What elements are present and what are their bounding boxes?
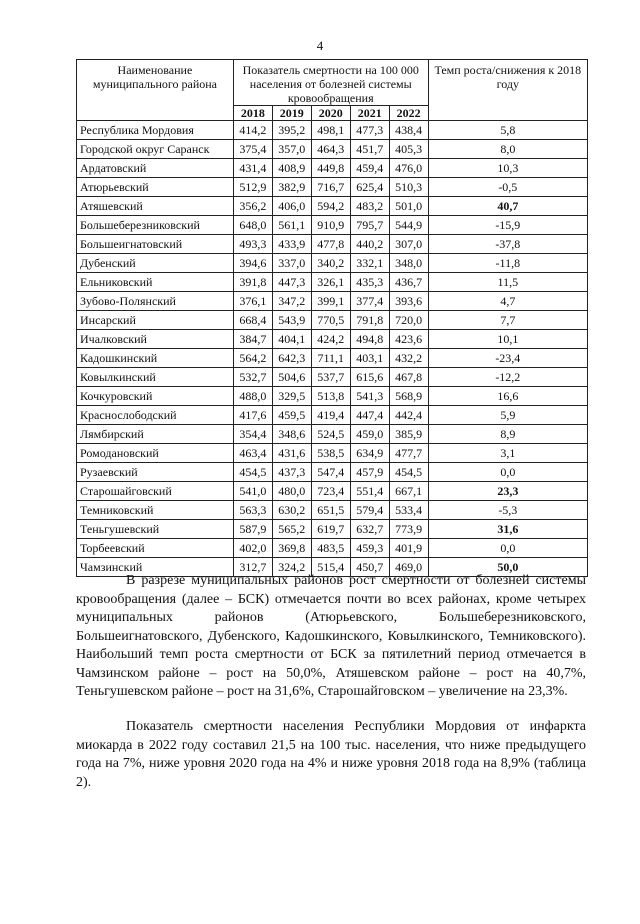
mortality-value: 494,8 [350, 330, 389, 349]
mortality-value: 382,9 [272, 178, 311, 197]
region-name: Республика Мордовия [77, 121, 234, 140]
mortality-value: 393,6 [389, 292, 428, 311]
growth-rate: -37,8 [428, 235, 587, 254]
mortality-value: 791,8 [350, 311, 389, 330]
mortality-value: 312,7 [233, 558, 272, 577]
mortality-value: 451,7 [350, 140, 389, 159]
mortality-value: 720,0 [389, 311, 428, 330]
mortality-value: 431,6 [272, 444, 311, 463]
mortality-value: 630,2 [272, 501, 311, 520]
year-header: 2018 [233, 106, 272, 121]
table-row [77, 311, 588, 330]
table-row [77, 387, 588, 406]
mortality-value: 340,2 [311, 254, 350, 273]
mortality-value: 476,0 [389, 159, 428, 178]
table-row [77, 140, 588, 159]
year-header: 2021 [350, 106, 389, 121]
growth-rate: 10,1 [428, 330, 587, 349]
table-row [77, 273, 588, 292]
mortality-value: 467,8 [389, 368, 428, 387]
mortality-value: 568,9 [389, 387, 428, 406]
mortality-value: 377,4 [350, 292, 389, 311]
mortality-value: 615,6 [350, 368, 389, 387]
mortality-value: 391,8 [233, 273, 272, 292]
mortality-value: 524,5 [311, 425, 350, 444]
mortality-value: 648,0 [233, 216, 272, 235]
mortality-value: 394,6 [233, 254, 272, 273]
mortality-value: 795,7 [350, 216, 389, 235]
mortality-value: 459,4 [350, 159, 389, 178]
mortality-value: 431,4 [233, 159, 272, 178]
mortality-table [76, 59, 588, 577]
mortality-value: 375,4 [233, 140, 272, 159]
mortality-value: 337,0 [272, 254, 311, 273]
mortality-value: 469,0 [389, 558, 428, 577]
mortality-value: 354,4 [233, 425, 272, 444]
mortality-value: 435,3 [350, 273, 389, 292]
region-name: Лямбирский [77, 425, 234, 444]
mortality-value: 642,3 [272, 349, 311, 368]
mortality-value: 454,5 [233, 463, 272, 482]
table-row [77, 463, 588, 482]
year-header: 2022 [389, 106, 428, 121]
mortality-value: 463,4 [233, 444, 272, 463]
mortality-value: 579,4 [350, 501, 389, 520]
mortality-value: 404,1 [272, 330, 311, 349]
mortality-value: 561,1 [272, 216, 311, 235]
mortality-value: 480,0 [272, 482, 311, 501]
mortality-value: 770,5 [311, 311, 350, 330]
mortality-value: 408,9 [272, 159, 311, 178]
mortality-value: 357,0 [272, 140, 311, 159]
mortality-value: 459,0 [350, 425, 389, 444]
mortality-value: 348,0 [389, 254, 428, 273]
region-name: Кадошкинский [77, 349, 234, 368]
mortality-value: 450,7 [350, 558, 389, 577]
mortality-value: 541,3 [350, 387, 389, 406]
region-name: Темниковский [77, 501, 234, 520]
mortality-value: 459,3 [350, 539, 389, 558]
mortality-value: 442,4 [389, 406, 428, 425]
region-name: Атюрьевский [77, 178, 234, 197]
header-rate: Темп роста/снижения к 2018 году [428, 60, 587, 121]
header-region: Наименование муниципального района [77, 60, 234, 121]
table-row [77, 444, 588, 463]
mortality-value: 515,4 [311, 558, 350, 577]
mortality-value: 454,5 [389, 463, 428, 482]
mortality-value: 634,9 [350, 444, 389, 463]
mortality-value: 532,7 [233, 368, 272, 387]
mortality-value: 395,2 [272, 121, 311, 140]
mortality-value: 565,2 [272, 520, 311, 539]
mortality-value: 348,6 [272, 425, 311, 444]
region-name: Старошайговский [77, 482, 234, 501]
growth-rate: 0,0 [428, 539, 587, 558]
growth-rate: 8,9 [428, 425, 587, 444]
mortality-value: 510,3 [389, 178, 428, 197]
region-name: Теньгушевский [77, 520, 234, 539]
mortality-value: 459,5 [272, 406, 311, 425]
mortality-value: 716,7 [311, 178, 350, 197]
growth-rate: 3,1 [428, 444, 587, 463]
mortality-value: 587,9 [233, 520, 272, 539]
mortality-value: 402,0 [233, 539, 272, 558]
table-row [77, 254, 588, 273]
mortality-value: 424,2 [311, 330, 350, 349]
page-number: 4 [316, 38, 324, 53]
mortality-value: 449,8 [311, 159, 350, 178]
growth-rate: -15,9 [428, 216, 587, 235]
mortality-value: 625,4 [350, 178, 389, 197]
mortality-value: 332,1 [350, 254, 389, 273]
mortality-value: 488,0 [233, 387, 272, 406]
mortality-value: 326,1 [311, 273, 350, 292]
mortality-value: 667,1 [389, 482, 428, 501]
mortality-value: 544,9 [389, 216, 428, 235]
mortality-value: 324,2 [272, 558, 311, 577]
mortality-value: 419,4 [311, 406, 350, 425]
mortality-value: 513,8 [311, 387, 350, 406]
growth-rate: 31,6 [428, 520, 587, 539]
mortality-value: 537,7 [311, 368, 350, 387]
region-name: Краснослободский [77, 406, 234, 425]
growth-rate: 0,0 [428, 463, 587, 482]
growth-rate: 16,6 [428, 387, 587, 406]
mortality-value: 376,1 [233, 292, 272, 311]
region-name: Ковылкинский [77, 368, 234, 387]
mortality-value: 384,7 [233, 330, 272, 349]
growth-rate: 10,3 [428, 159, 587, 178]
mortality-value: 438,4 [389, 121, 428, 140]
table-row [77, 159, 588, 178]
table-row [77, 349, 588, 368]
growth-rate: -11,8 [428, 254, 587, 273]
mortality-value: 498,1 [311, 121, 350, 140]
mortality-value: 711,1 [311, 349, 350, 368]
growth-rate: 8,0 [428, 140, 587, 159]
mortality-value: 403,1 [350, 349, 389, 368]
region-name: Атяшевский [77, 197, 234, 216]
table-row [77, 501, 588, 520]
mortality-value: 401,9 [389, 539, 428, 558]
mortality-value: 433,9 [272, 235, 311, 254]
mortality-value: 385,9 [389, 425, 428, 444]
year-header: 2019 [272, 106, 311, 121]
paragraph-2 [76, 718, 586, 792]
table-row [77, 368, 588, 387]
mortality-value: 347,2 [272, 292, 311, 311]
mortality-value: 538,5 [311, 444, 350, 463]
mortality-value: 432,2 [389, 349, 428, 368]
mortality-value: 594,2 [311, 197, 350, 216]
table-row [77, 292, 588, 311]
growth-rate: 23,3 [428, 482, 587, 501]
growth-rate: 5,9 [428, 406, 587, 425]
region-name: Ельниковский [77, 273, 234, 292]
mortality-value: 437,3 [272, 463, 311, 482]
mortality-value: 447,3 [272, 273, 311, 292]
mortality-value: 501,0 [389, 197, 428, 216]
mortality-value: 483,5 [311, 539, 350, 558]
growth-rate: 11,5 [428, 273, 587, 292]
growth-rate: 50,0 [428, 558, 587, 577]
mortality-value: 477,8 [311, 235, 350, 254]
paragraph-1 [76, 572, 586, 702]
region-name: Большеигнатовский [77, 235, 234, 254]
mortality-value: 477,7 [389, 444, 428, 463]
mortality-value: 632,7 [350, 520, 389, 539]
mortality-value: 405,3 [389, 140, 428, 159]
paragraph-1-text: В разрезе муниципальных районов рост смертности от болезней системы кровообращения (далее – БСК) отмечается почти во всех районах, кроме четырех муниципальных районов (Атюрьевского, Большеберезниковского, Большеигнатовского, Дубенского, Кадошкинского, Ковылкинского, Темниковского). Наибольший темп роста смертности от БСК за пятилетний период отмечается в Чамзинском районе – рост на 50,0%, Атяшевском районе – рост на 40,7%, Теньгушевском районе – рост на 31,6%, Старошайговском – увеличение на 23,3%. [76, 573, 586, 699]
table-row [77, 330, 588, 349]
region-name: Инсарский [77, 311, 234, 330]
mortality-value: 541,0 [233, 482, 272, 501]
growth-rate: 40,7 [428, 197, 587, 216]
mortality-value: 436,7 [389, 273, 428, 292]
region-name: Чамзинский [77, 558, 234, 577]
mortality-value: 619,7 [311, 520, 350, 539]
growth-rate: -23,4 [428, 349, 587, 368]
growth-rate: 5,8 [428, 121, 587, 140]
mortality-value: 543,9 [272, 311, 311, 330]
mortality-value: 464,3 [311, 140, 350, 159]
growth-rate: -0,5 [428, 178, 587, 197]
mortality-value: 369,8 [272, 539, 311, 558]
mortality-value: 512,9 [233, 178, 272, 197]
region-name: Ромодановский [77, 444, 234, 463]
region-name: Ардатовский [77, 159, 234, 178]
mortality-value: 910,9 [311, 216, 350, 235]
paragraph-2-text: Показатель смертности населения Республики Мордовия от инфаркта миокарда в 2022 году составил 21,5 на 100 тыс. населения, что ниже предыдущего года на 7%, ниже уровня 2020 года на 4% и ниже уровня 2018 года на 8,9% (таблица 2). [76, 719, 586, 790]
table-row [77, 216, 588, 235]
mortality-value: 423,6 [389, 330, 428, 349]
mortality-value: 504,6 [272, 368, 311, 387]
region-name: Городской округ Саранск [77, 140, 234, 159]
mortality-value: 651,5 [311, 501, 350, 520]
mortality-value: 440,2 [350, 235, 389, 254]
mortality-value: 329,5 [272, 387, 311, 406]
mortality-value: 399,1 [311, 292, 350, 311]
growth-rate: 7,7 [428, 311, 587, 330]
table-row [77, 178, 588, 197]
mortality-value: 457,9 [350, 463, 389, 482]
mortality-value: 547,4 [311, 463, 350, 482]
table-row [77, 235, 588, 254]
table-body [77, 121, 588, 577]
region-name: Кочкуровский [77, 387, 234, 406]
table-row [77, 197, 588, 216]
mortality-value: 406,0 [272, 197, 311, 216]
region-name: Дубенский [77, 254, 234, 273]
mortality-value: 551,4 [350, 482, 389, 501]
mortality-value: 563,3 [233, 501, 272, 520]
table-row [77, 121, 588, 140]
mortality-value: 564,2 [233, 349, 272, 368]
table-row [77, 482, 588, 501]
growth-rate: 4,7 [428, 292, 587, 311]
mortality-value: 493,3 [233, 235, 272, 254]
mortality-value: 533,4 [389, 501, 428, 520]
table-row [77, 406, 588, 425]
region-name: Ичалковский [77, 330, 234, 349]
mortality-value: 477,3 [350, 121, 389, 140]
mortality-value: 356,2 [233, 197, 272, 216]
mortality-value: 447,4 [350, 406, 389, 425]
region-name: Рузаевский [77, 463, 234, 482]
region-name: Большеберезниковский [77, 216, 234, 235]
table-row [77, 425, 588, 444]
mortality-value: 414,2 [233, 121, 272, 140]
mortality-value: 773,9 [389, 520, 428, 539]
header-indicator: Показатель смертности на 100 000 населения от болезней системы кровообращения [233, 60, 428, 106]
mortality-value: 668,4 [233, 311, 272, 330]
region-name: Торбеевский [77, 539, 234, 558]
growth-rate: -12,2 [428, 368, 587, 387]
table-header-row [77, 60, 588, 106]
year-header: 2020 [311, 106, 350, 121]
region-name: Зубово-Полянский [77, 292, 234, 311]
mortality-value: 723,4 [311, 482, 350, 501]
table-row [77, 539, 588, 558]
mortality-value: 417,6 [233, 406, 272, 425]
growth-rate: -5,3 [428, 501, 587, 520]
mortality-value: 307,0 [389, 235, 428, 254]
table-row [77, 520, 588, 539]
mortality-value: 483,2 [350, 197, 389, 216]
